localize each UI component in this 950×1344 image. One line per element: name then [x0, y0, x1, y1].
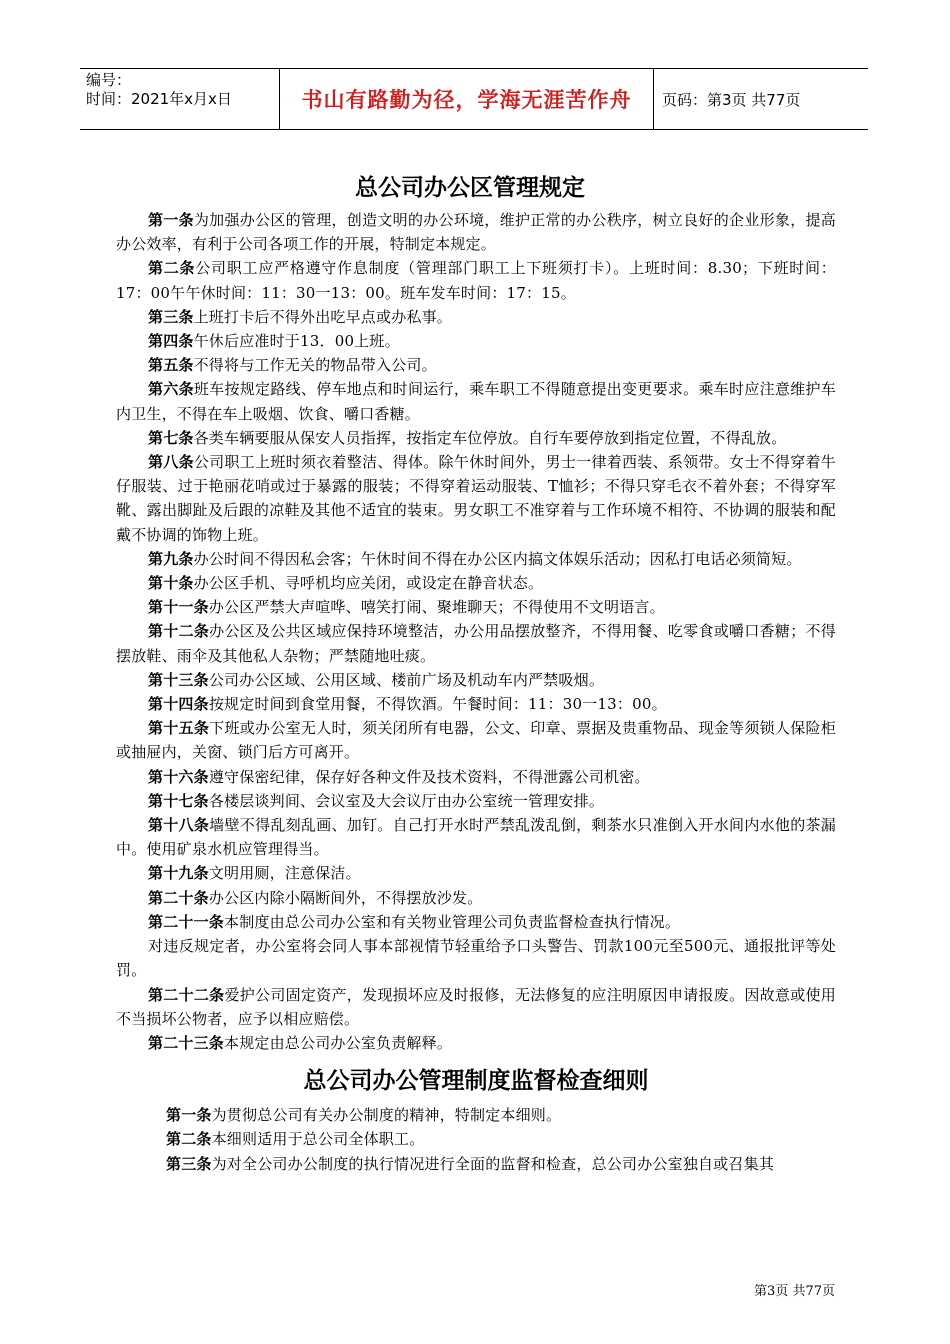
article-text: 不得将与工作无关的物品带入公司。: [193, 356, 437, 375]
article-text: 办公时间不得因私会客；午休时间不得在办公区内搞文体娱乐活动；因私打电话必须简短。: [193, 549, 802, 568]
article-paragraph: [116, 329, 836, 353]
article-label: 第二条: [166, 1130, 212, 1149]
article-text: 各类车辆要服从保安人员指挥，按指定车位停放。自行车要停放到指定位置，不得乱放。: [193, 428, 787, 447]
article-paragraph: [116, 886, 836, 910]
article-text: 本制度由总公司办公室和有关物业管理公司负责监督检查执行情况。: [224, 912, 681, 931]
document-body: [116, 168, 836, 1176]
article-text: 对违反规定者，办公室将会同人事本部视情节轻重给予口头警告、罚款100元至500元、通报批评等处罚。: [116, 937, 836, 980]
article-paragraph: [116, 910, 836, 934]
article-label: 第十条: [148, 574, 194, 593]
article-text: 爱护公司固定资产，发现损坏应及时报修，无法修复的应注明原因申请报废。因故意或使用不当损坏公物者，应予以相应赔偿。: [116, 985, 836, 1028]
article-paragraph: [116, 692, 836, 716]
article-text: 办公区严禁大声喧哗、嘻笑打闹、聚堆聊天；不得使用不文明语言。: [208, 598, 665, 617]
article-text: 公司职工上班时须衣着整洁、得体。除午休时间外，男士一律着西装、系领带。女士不得穿着牛仔服装、过于艳丽花哨或过于暴露的服装；不得穿着运动服装、T恤衫；不得只穿毛衣不着外套；不得穿军靴、露出脚趾及后跟的凉鞋及其他不适宜的装束。男女职工不准穿着与工作环境不相符、不协调的服装和配戴不协调的饰物上班。: [116, 453, 836, 544]
article-text: 为贯彻总公司有关办公制度的精神，特制定本细则。: [211, 1106, 562, 1125]
article-label: 第十六条: [148, 767, 209, 786]
article-text: 本规定由总公司办公室负责解释。: [224, 1033, 453, 1052]
header-motto: 书山有路勤为径，学海无涯苦作舟: [280, 69, 654, 129]
article-text: 文明用厕，注意保洁。: [208, 864, 361, 883]
article-paragraph: [116, 353, 836, 377]
article-text: 本细则适用于总公司全体职工。: [211, 1130, 425, 1149]
article-text: 按规定时间到食堂用餐，不得饮酒。午餐时间：11：30一13：00。: [208, 695, 667, 714]
article-label: 第五条: [148, 356, 194, 375]
article-label: 第十九条: [148, 864, 209, 883]
article-paragraph: [116, 789, 836, 813]
article-label: 第四条: [148, 332, 194, 351]
article-text: 遵守保密纪律，保存好各种文件及技术资料，不得泄露公司机密。: [208, 767, 650, 786]
article-paragraph: [116, 450, 836, 547]
section2-title: 总公司办公管理制度监督检查细则: [303, 1068, 649, 1095]
article-text: 公司职工应严格遵守作息制度（管理部门职工上下班须打卡）。上班时间：8.30；下班时间：17：00午午休时间：11：30一13：00。班车发车时间：17：15。: [116, 259, 836, 302]
article-paragraph: [116, 595, 836, 619]
header-page-info: 页码：第3页 共77页: [662, 90, 801, 109]
doc-date-label: 时间：2021年x月x日: [86, 90, 232, 108]
article-paragraph: [116, 983, 836, 1031]
article-label: 第二条: [148, 259, 196, 278]
doc-code-label: 编号：: [86, 71, 132, 89]
article-paragraph: [116, 377, 836, 425]
article-paragraph: [116, 571, 836, 595]
article-label: 第七条: [148, 428, 194, 447]
section1-articles: [116, 208, 836, 1055]
article-text: 上班打卡后不得外出吃早点或办私事。: [193, 307, 453, 326]
article-label: 第十二条: [148, 622, 210, 641]
article-text: 办公区及公共区域应保持环境整洁，办公用品摆放整齐，不得用餐、吃零食或嚼口香糖；不得摆放鞋、雨伞及其他私人杂物；严禁随地吐痰。: [116, 622, 836, 665]
page-header: [80, 68, 868, 130]
article-text: 办公区手机、寻呼机均应关闭，或设定在静音状态。: [193, 574, 544, 593]
article-label: 第二十二条: [148, 985, 225, 1004]
article-paragraph: [116, 256, 836, 304]
article-paragraph: [116, 813, 836, 861]
article-text: 为对全公司办公制度的执行情况进行全面的监督和检查，总公司办公室独自或召集其: [211, 1154, 775, 1173]
page-footer: 第3页 共77页: [754, 1284, 835, 1299]
header-meta: [80, 69, 280, 129]
article-paragraph: [116, 305, 836, 329]
article-label: 第九条: [148, 549, 194, 568]
section2-articles: [116, 1103, 836, 1176]
article-paragraph: [116, 861, 836, 885]
article-label: 第十八条: [148, 816, 210, 835]
article-text: 墙壁不得乱刻乱画、加钉。自己打开水时严禁乱泼乱倒，剩茶水只准倒入开水间内水他的茶漏中。使用矿泉水机应管理得当。: [116, 816, 836, 859]
section1-title: 总公司办公区管理规定: [355, 175, 585, 201]
article-text: 公司办公区域、公用区域、楼前广场及机动车内严禁吸烟。: [208, 670, 605, 689]
article-label: 第一条: [148, 211, 194, 229]
article-label: 第六条: [148, 380, 194, 399]
article-paragraph: [116, 1152, 836, 1176]
article-label: 第八条: [148, 453, 194, 472]
article-paragraph: [116, 208, 836, 256]
article-label: 第二十条: [148, 888, 209, 907]
article-text: 办公区内除小隔断间外，不得摆放沙发。: [208, 888, 483, 907]
article-paragraph: [116, 547, 836, 571]
article-text: 为加强办公区的管理，创造文明的办公环境，维护正常的办公秩序，树立良好的企业形象，提高办公效率，有利于公司各项工作的开展，特制定本规定。: [116, 211, 836, 254]
article-paragraph: [116, 668, 836, 692]
article-label: 第三条: [148, 307, 194, 326]
article-text: 各楼层谈判间、会议室及大会议厅由办公室统一管理安排。: [208, 791, 605, 810]
article-text: 午休后应准时于13．00上班。: [193, 332, 400, 351]
article-label: 第二十三条: [148, 1033, 225, 1052]
article-paragraph: [116, 716, 836, 764]
article-paragraph: [116, 1127, 836, 1151]
article-label: 第十一条: [148, 598, 209, 617]
article-paragraph: [116, 1031, 836, 1055]
article-label: 第二十一条: [148, 912, 225, 931]
article-label: 第三条: [166, 1154, 212, 1173]
article-paragraph: [116, 934, 836, 982]
article-text: 班车按规定路线、停车地点和时间运行，乘车职工不得随意提出变更要求。乘车时应注意维护车内卫生，不得在车上吸烟、饮食、嚼口香糖。: [116, 380, 836, 423]
article-paragraph: [116, 426, 836, 450]
article-paragraph: [116, 765, 836, 789]
article-text: 下班或办公室无人时，须关闭所有电器，公文、印章、票据及贵重物品、现金等须锁人保险柜或抽屉内，关窗、锁门后方可离开。: [116, 719, 836, 762]
article-label: 第十四条: [148, 695, 209, 714]
article-paragraph: [116, 619, 836, 667]
article-label: 第十三条: [148, 670, 209, 689]
article-label: 第十五条: [148, 719, 210, 738]
article-label: 第十七条: [148, 791, 209, 810]
article-label: 第一条: [166, 1106, 212, 1125]
article-paragraph: [116, 1103, 836, 1127]
